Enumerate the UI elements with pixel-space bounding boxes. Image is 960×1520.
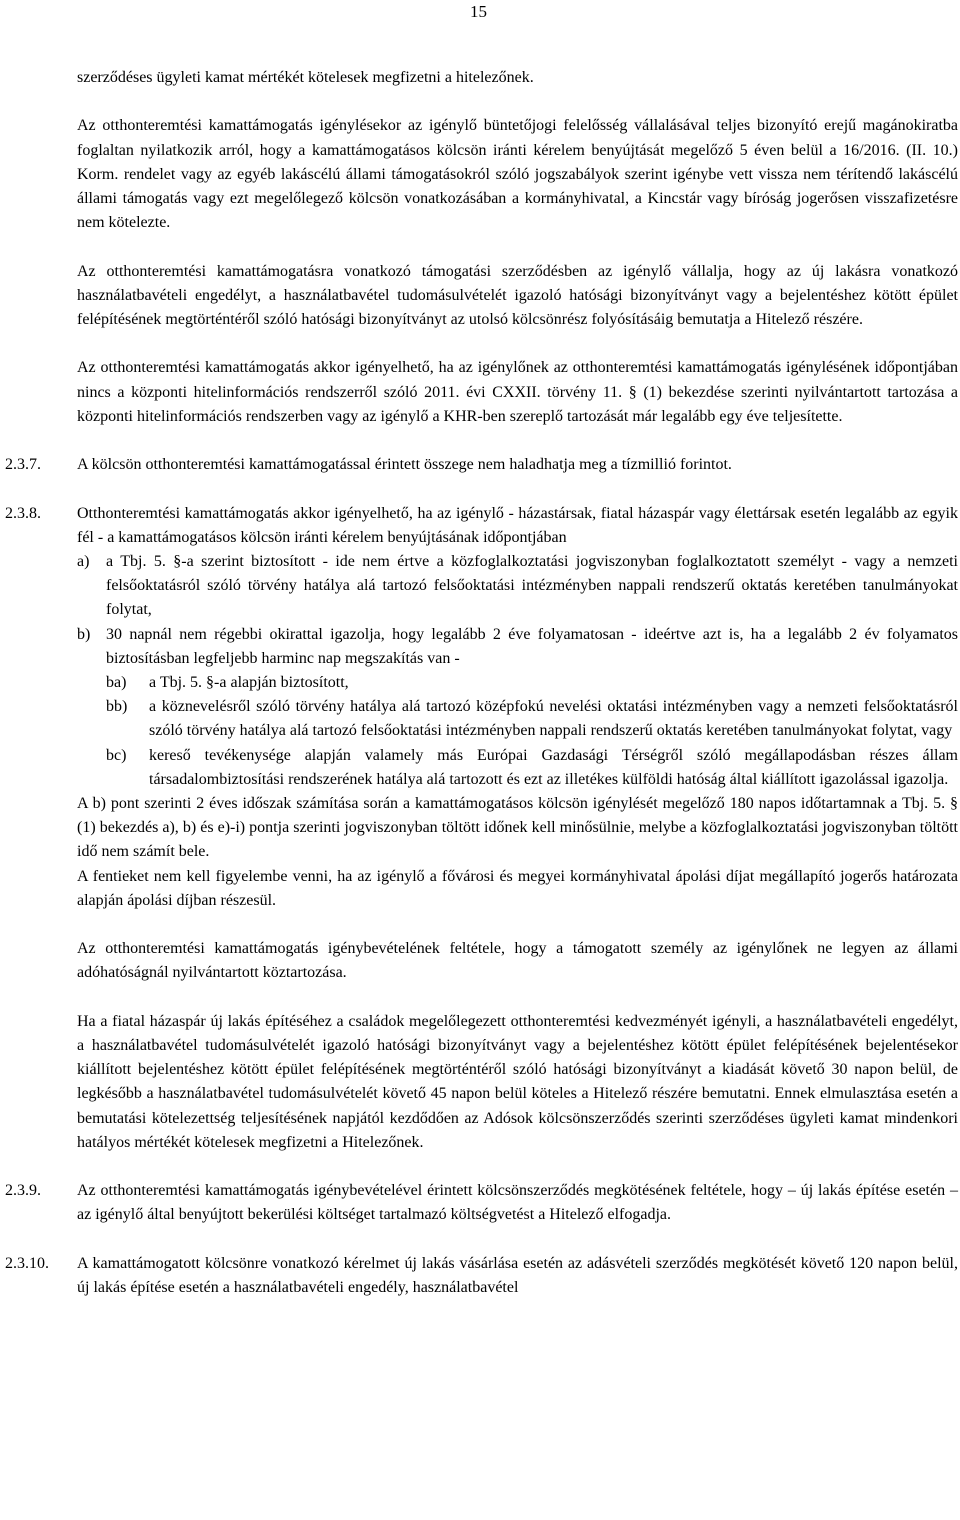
paragraph-csok-obligation: Ha a fiatal házaspár új lakás építéséhez a családok megelőlegezett otthonteremtési kedvezményét igényli, a használatbavételi engedélyt, a használatbavétel tudomásulvételét igazoló hatósági bizonyítványt vagy a bejelentéshez kötött épület felépítésének bejelentésekor kiállított bejelentéshez kötött épület felépítésének megtörténtéről szóló hatósági bizonyítványt a kiadását követő 30 napon belül, de legkésőbb a használatbavétel tudomásulvételét követő 45 napon belül köteles a Hitelező részére bemutatni. Ennek elmulasztása esetén a bemutatási kötelezettség teljesítésének napjától kezdődően az Adósok kölcsönszerződés szerinti szerződéses ügyleti kamat mindenkori hatályos mértékét kötelesek megfizetni a Hitelezőnek.	[77, 1012, 958, 1151]
list-text: a Tbj. 5. §-a alapján biztosított,	[149, 674, 349, 691]
list-text: a köznevelésről szóló törvény hatálya alá tartozó középfokú nevelési oktatási intézményben vagy a nemzeti felsőoktatásról szóló törvény hatálya alá tartozó felsőoktatási intézményben nappali rendszerű oktatás keretében tanulmányokat folytat, vagy	[149, 698, 958, 740]
list-label: ba)	[106, 674, 127, 691]
section-number: 2.3.10.	[5, 1254, 49, 1272]
list-text: a Tbj. 5. §-a szerint biztosított - ide nem értve a közfoglalkoztatási jogviszonyban foglalkoztatott személyt - vagy a nemzeti felsőoktatásról szóló törvény hatálya alá tartozó felsőoktatási intézményben nappali rendszerű oktatás keretében tanulmányokat folytat,	[106, 552, 958, 619]
paragraph-khr-condition: Az otthonteremtési kamattámogatás akkor igényelhető, ha az igénylőnek az otthonteremtési kamattámogatás igénylésének időpontjában nincs a központi hitelinformációs rendszerről szóló 2011. évi CXXII. törvény 11. § (1) bekezdése szerinti nyilvántartott tartozása a központi hitelinformációs rendszerben vagy az igénylő a KHR-ben szereplő tartozását már legalább egy éve teljesítette.	[77, 359, 958, 425]
section-intro: Otthonteremtési kamattámogatás akkor igényelhető, ha az igénylő - házastársak, fiatal házaspár vagy élettársak esetén legalább az egyik fél - a kamattámogatásos kölcsön iránti kérelem benyújtásának időpontjában	[77, 504, 958, 546]
list-item-ba	[77, 671, 958, 695]
paragraph-period-calculation: A b) pont szerinti 2 éves időszak számítása során a kamattámogatásos kölcsön igénylését megelőző 180 napos időtartamnak a Tbj. 5. § (1) bekezdés a), b) és e)-i) pontja szerinti jogviszonyban töltött időnek kell minősülnie, melybe a közfoglalkoztatási jogviszonyban töltött idő nem számít bele.	[77, 795, 958, 861]
list-label: b)	[77, 625, 91, 643]
list-item-b	[77, 623, 958, 671]
paragraph-tax-debt: Az otthonteremtési kamattámogatás igénybevételének feltétele, hogy a támogatott személy az igénylőnek ne legyen az állami adóhatóságnál nyilvántartott köztartozása.	[77, 940, 958, 982]
section-number: 2.3.7.	[5, 456, 41, 474]
section-number: 2.3.8.	[5, 504, 41, 522]
section-number: 2.3.9.	[5, 1182, 41, 1200]
list-text: 30 napnál nem régebbi okirattal igazolja, hogy legalább 2 éve folyamatosan - ideértve azt is, ha a legalább 2 év folyamatos biztosításban legfeljebb harminc nap megszakítás van -	[106, 625, 958, 667]
section-2-3-8	[5, 502, 958, 1155]
paragraph-contract-obligation: Az otthonteremtési kamattámogatásra vonatkozó támogatási szerződésben az igénylő vállalja, hogy az új lakásra vonatkozó használatbavételi engedélyt, a használatbavétel tudomásulvételét igazoló hatósági bizonyítványt vagy a bejelentéshez kötött épület felépítésének megtörténtéről szóló hatósági bizonyítványt az utolsó kölcsönrész folyósításáig bemutatja a Hitelező részére.	[77, 262, 958, 328]
list-item-a	[77, 550, 958, 623]
section-2-3-10	[5, 1252, 958, 1300]
list-item-bb	[77, 695, 958, 743]
list-item-bc	[77, 744, 958, 792]
list-label: bb)	[106, 698, 128, 716]
page-number: 15	[470, 2, 487, 21]
list-label: bc)	[106, 746, 127, 764]
paragraph-continuation: szerződéses ügyleti kamat mértékét kötelesek megfizetni a hitelezőnek.	[77, 69, 534, 86]
section-text: A kamattámogatott kölcsönre vonatkozó kérelmet új lakás vásárlása esetén az adásvételi szerződés megkötését követő 120 napon belül, új lakás építése esetén a használatbavételi engedély, használatbavétel	[77, 1254, 958, 1297]
document-body	[5, 66, 958, 1300]
paragraph-declaration: Az otthonteremtési kamattámogatás igénylésekor az igénylő büntetőjogi felelősség vállalásával teljes bizonyító erejű magánokiratba foglaltan nyilatkozik arról, hogy a kamattámogatásos kölcsön iránti kérelem benyújtását megelőző 5 éven belül a 16/2016. (II. 10.) Korm. rendelet vagy az egyéb lakáscélú állami támogatásokról szóló jogszabályok szerint igénybe vett vissza nem térítendő lakáscélú állami támogatás vagy ezt megelőlegező kölcsön vonatkozásában a kormányhivatal, a Kincstár vagy bíróság jogerősen visszafizetésre nem kötelezte.	[77, 117, 958, 232]
list-label: a)	[77, 552, 90, 570]
paragraph-care-allowance: A fentieket nem kell figyelembe venni, ha az igénylő a fővárosi és megyei kormányhivatal ápolási díjat megállapító jogerős határozata alapján ápolási díjban részesül.	[77, 867, 958, 909]
section-2-3-9	[5, 1179, 958, 1227]
section-text: A kölcsön otthonteremtési kamattámogatással érintett összege nem haladhatja meg a tízmillió forintot.	[77, 456, 732, 474]
section-text: Az otthonteremtési kamattámogatás igénybevételével érintett kölcsönszerződés megkötésének feltétele, hogy – új lakás építése esetén – az igénylő által benyújtott bekerülési költséget tartalmazó költségvetést a Hitelező elfogadja.	[77, 1182, 958, 1224]
section-2-3-7	[5, 453, 958, 477]
list-text: kereső tevékenysége alapján valamely más Európai Gazdasági Térségről szóló megállapodásban részes állam társadalombiztosítási rendszerének hatálya alá tartozott és ezt az illetékes külföldi hatóság által kiállított igazolással igazolja.	[149, 746, 958, 788]
